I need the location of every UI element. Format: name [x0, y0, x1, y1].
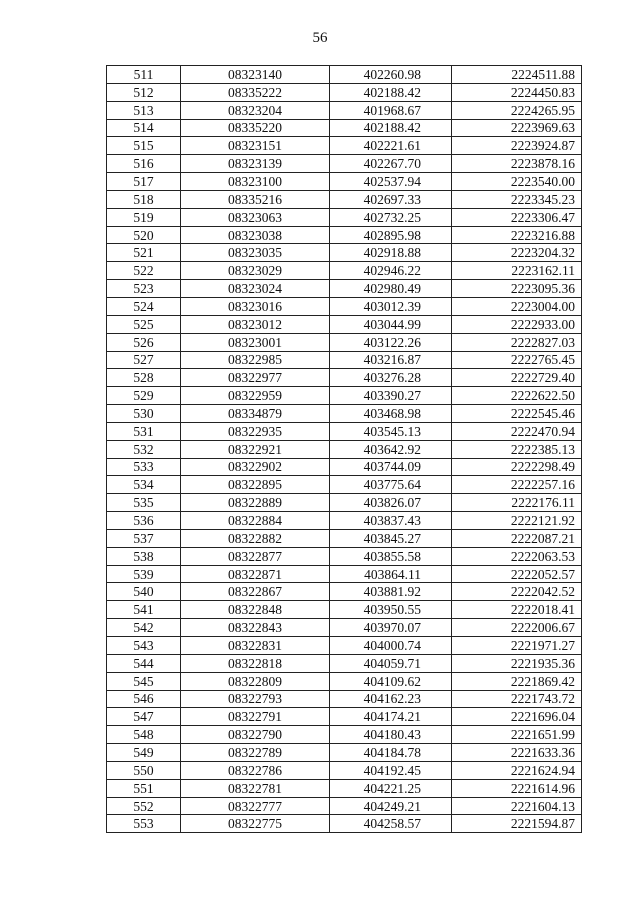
y-coordinate-cell: 2224450.83 — [452, 83, 582, 101]
x-coordinate-cell: 402188.42 — [330, 83, 452, 101]
table-row — [107, 440, 582, 458]
x-coordinate-cell: 403775.64 — [330, 476, 452, 494]
row-number-cell: 542 — [107, 619, 181, 637]
x-coordinate-cell: 404180.43 — [330, 726, 452, 744]
y-coordinate-cell: 2224265.95 — [452, 101, 582, 119]
page-number: 56 — [312, 30, 328, 46]
x-coordinate-cell: 403216.87 — [330, 351, 452, 369]
point-code-cell: 08335216 — [181, 190, 330, 208]
point-code-cell: 08322867 — [181, 583, 330, 601]
point-code-cell: 08322877 — [181, 547, 330, 565]
table-row — [107, 565, 582, 583]
x-coordinate-cell: 404249.21 — [330, 797, 452, 815]
x-coordinate-cell: 402895.98 — [330, 226, 452, 244]
coordinates-table — [106, 65, 582, 833]
table-row — [107, 387, 582, 405]
point-code-cell: 08322781 — [181, 779, 330, 797]
table-row — [107, 583, 582, 601]
point-code-cell: 08323029 — [181, 262, 330, 280]
y-coordinate-cell: 2221594.87 — [452, 815, 582, 833]
y-coordinate-cell: 2223162.11 — [452, 262, 582, 280]
row-number-cell: 529 — [107, 387, 181, 405]
table-row — [107, 190, 582, 208]
y-coordinate-cell: 2223540.00 — [452, 173, 582, 191]
row-number-cell: 530 — [107, 405, 181, 423]
point-code-cell: 08323139 — [181, 155, 330, 173]
point-code-cell: 08323140 — [181, 66, 330, 84]
table-row — [107, 137, 582, 155]
table-row — [107, 315, 582, 333]
y-coordinate-cell: 2221614.96 — [452, 779, 582, 797]
row-number-cell: 532 — [107, 440, 181, 458]
x-coordinate-cell: 404221.25 — [330, 779, 452, 797]
point-code-cell: 08322809 — [181, 672, 330, 690]
point-code-cell: 08322921 — [181, 440, 330, 458]
y-coordinate-cell: 2222470.94 — [452, 422, 582, 440]
point-code-cell: 08323016 — [181, 297, 330, 315]
x-coordinate-cell: 402221.61 — [330, 137, 452, 155]
table-row — [107, 422, 582, 440]
table-row — [107, 280, 582, 298]
y-coordinate-cell: 2221633.36 — [452, 744, 582, 762]
table-row — [107, 601, 582, 619]
x-coordinate-cell: 403855.58 — [330, 547, 452, 565]
point-code-cell: 08322977 — [181, 369, 330, 387]
x-coordinate-cell: 403970.07 — [330, 619, 452, 637]
row-number-cell: 514 — [107, 119, 181, 137]
table-row — [107, 761, 582, 779]
y-coordinate-cell: 2221743.72 — [452, 690, 582, 708]
y-coordinate-cell: 2221604.13 — [452, 797, 582, 815]
table-row — [107, 351, 582, 369]
table-row — [107, 637, 582, 655]
x-coordinate-cell: 403837.43 — [330, 512, 452, 530]
table-row — [107, 262, 582, 280]
row-number-cell: 551 — [107, 779, 181, 797]
point-code-cell: 08323204 — [181, 101, 330, 119]
row-number-cell: 546 — [107, 690, 181, 708]
point-code-cell: 08322791 — [181, 708, 330, 726]
x-coordinate-cell: 404059.71 — [330, 654, 452, 672]
x-coordinate-cell: 404000.74 — [330, 637, 452, 655]
x-coordinate-cell: 402260.98 — [330, 66, 452, 84]
point-code-cell: 08322777 — [181, 797, 330, 815]
row-number-cell: 536 — [107, 512, 181, 530]
y-coordinate-cell: 2222765.45 — [452, 351, 582, 369]
row-number-cell: 534 — [107, 476, 181, 494]
table-row — [107, 619, 582, 637]
x-coordinate-cell: 403276.28 — [330, 369, 452, 387]
row-number-cell: 545 — [107, 672, 181, 690]
table-row — [107, 476, 582, 494]
row-number-cell: 519 — [107, 208, 181, 226]
row-number-cell: 547 — [107, 708, 181, 726]
point-code-cell: 08322959 — [181, 387, 330, 405]
y-coordinate-cell: 2222121.92 — [452, 512, 582, 530]
point-code-cell: 08322884 — [181, 512, 330, 530]
table-row — [107, 369, 582, 387]
point-code-cell: 08335222 — [181, 83, 330, 101]
y-coordinate-cell: 2222729.40 — [452, 369, 582, 387]
x-coordinate-cell: 402537.94 — [330, 173, 452, 191]
row-number-cell: 550 — [107, 761, 181, 779]
x-coordinate-cell: 402980.49 — [330, 280, 452, 298]
table-row — [107, 101, 582, 119]
row-number-cell: 511 — [107, 66, 181, 84]
x-coordinate-cell: 402188.42 — [330, 119, 452, 137]
row-number-cell: 523 — [107, 280, 181, 298]
point-code-cell: 08322775 — [181, 815, 330, 833]
row-number-cell: 549 — [107, 744, 181, 762]
y-coordinate-cell: 2223878.16 — [452, 155, 582, 173]
table-row — [107, 297, 582, 315]
y-coordinate-cell: 2221696.04 — [452, 708, 582, 726]
point-code-cell: 08323012 — [181, 315, 330, 333]
x-coordinate-cell: 402267.70 — [330, 155, 452, 173]
x-coordinate-cell: 403950.55 — [330, 601, 452, 619]
point-code-cell: 08323063 — [181, 208, 330, 226]
point-code-cell: 08334879 — [181, 405, 330, 423]
x-coordinate-cell: 403012.39 — [330, 297, 452, 315]
y-coordinate-cell: 2223216.88 — [452, 226, 582, 244]
table-row — [107, 690, 582, 708]
x-coordinate-cell: 401968.67 — [330, 101, 452, 119]
table-row — [107, 173, 582, 191]
y-coordinate-cell: 2222827.03 — [452, 333, 582, 351]
table-row — [107, 244, 582, 262]
table-row — [107, 512, 582, 530]
table-row — [107, 797, 582, 815]
y-coordinate-cell: 2223004.00 — [452, 297, 582, 315]
table-row — [107, 708, 582, 726]
point-code-cell: 08322871 — [181, 565, 330, 583]
point-code-cell: 08322848 — [181, 601, 330, 619]
row-number-cell: 517 — [107, 173, 181, 191]
y-coordinate-cell: 2222622.50 — [452, 387, 582, 405]
y-coordinate-cell: 2223969.63 — [452, 119, 582, 137]
point-code-cell: 08323024 — [181, 280, 330, 298]
row-number-cell: 515 — [107, 137, 181, 155]
y-coordinate-cell: 2222042.52 — [452, 583, 582, 601]
coordinates-table-body — [107, 66, 582, 833]
y-coordinate-cell: 2222006.67 — [452, 619, 582, 637]
y-coordinate-cell: 2223924.87 — [452, 137, 582, 155]
x-coordinate-cell: 404184.78 — [330, 744, 452, 762]
table-row — [107, 494, 582, 512]
point-code-cell: 08323038 — [181, 226, 330, 244]
y-coordinate-cell: 2221971.27 — [452, 637, 582, 655]
y-coordinate-cell: 2222052.57 — [452, 565, 582, 583]
y-coordinate-cell: 2221624.94 — [452, 761, 582, 779]
row-number-cell: 531 — [107, 422, 181, 440]
table-row — [107, 155, 582, 173]
point-code-cell: 08322793 — [181, 690, 330, 708]
row-number-cell: 516 — [107, 155, 181, 173]
row-number-cell: 522 — [107, 262, 181, 280]
row-number-cell: 535 — [107, 494, 181, 512]
point-code-cell: 08322935 — [181, 422, 330, 440]
x-coordinate-cell: 404162.23 — [330, 690, 452, 708]
point-code-cell: 08323100 — [181, 173, 330, 191]
x-coordinate-cell: 403881.92 — [330, 583, 452, 601]
row-number-cell: 548 — [107, 726, 181, 744]
row-number-cell: 518 — [107, 190, 181, 208]
x-coordinate-cell: 404109.62 — [330, 672, 452, 690]
row-number-cell: 533 — [107, 458, 181, 476]
x-coordinate-cell: 403845.27 — [330, 529, 452, 547]
point-code-cell: 08322789 — [181, 744, 330, 762]
row-number-cell: 528 — [107, 369, 181, 387]
x-coordinate-cell: 403044.99 — [330, 315, 452, 333]
table-row — [107, 726, 582, 744]
table-row — [107, 547, 582, 565]
table-row — [107, 226, 582, 244]
point-code-cell: 08322985 — [181, 351, 330, 369]
x-coordinate-cell: 403744.09 — [330, 458, 452, 476]
point-code-cell: 08323151 — [181, 137, 330, 155]
y-coordinate-cell: 2221651.99 — [452, 726, 582, 744]
point-code-cell: 08322790 — [181, 726, 330, 744]
x-coordinate-cell: 403122.26 — [330, 333, 452, 351]
y-coordinate-cell: 2223095.36 — [452, 280, 582, 298]
y-coordinate-cell: 2221935.36 — [452, 654, 582, 672]
x-coordinate-cell: 403390.27 — [330, 387, 452, 405]
row-number-cell: 527 — [107, 351, 181, 369]
point-code-cell: 08322843 — [181, 619, 330, 637]
row-number-cell: 538 — [107, 547, 181, 565]
row-number-cell: 541 — [107, 601, 181, 619]
y-coordinate-cell: 2222545.46 — [452, 405, 582, 423]
row-number-cell: 537 — [107, 529, 181, 547]
table-row — [107, 529, 582, 547]
y-coordinate-cell: 2222087.21 — [452, 529, 582, 547]
y-coordinate-cell: 2223345.23 — [452, 190, 582, 208]
row-number-cell: 521 — [107, 244, 181, 262]
row-number-cell: 525 — [107, 315, 181, 333]
point-code-cell: 08322818 — [181, 654, 330, 672]
y-coordinate-cell: 2224511.88 — [452, 66, 582, 84]
y-coordinate-cell: 2222018.41 — [452, 601, 582, 619]
x-coordinate-cell: 403826.07 — [330, 494, 452, 512]
row-number-cell: 539 — [107, 565, 181, 583]
y-coordinate-cell: 2222063.53 — [452, 547, 582, 565]
x-coordinate-cell: 404174.21 — [330, 708, 452, 726]
table-row — [107, 779, 582, 797]
y-coordinate-cell: 2223204.32 — [452, 244, 582, 262]
table-row — [107, 333, 582, 351]
point-code-cell: 08323001 — [181, 333, 330, 351]
x-coordinate-cell: 403468.98 — [330, 405, 452, 423]
row-number-cell: 553 — [107, 815, 181, 833]
point-code-cell: 08335220 — [181, 119, 330, 137]
y-coordinate-cell: 2223306.47 — [452, 208, 582, 226]
row-number-cell: 524 — [107, 297, 181, 315]
table-row — [107, 208, 582, 226]
point-code-cell: 08323035 — [181, 244, 330, 262]
y-coordinate-cell: 2222385.13 — [452, 440, 582, 458]
point-code-cell: 08322889 — [181, 494, 330, 512]
x-coordinate-cell: 402697.33 — [330, 190, 452, 208]
y-coordinate-cell: 2222298.49 — [452, 458, 582, 476]
x-coordinate-cell: 403545.13 — [330, 422, 452, 440]
point-code-cell: 08322831 — [181, 637, 330, 655]
x-coordinate-cell: 403864.11 — [330, 565, 452, 583]
row-number-cell: 520 — [107, 226, 181, 244]
x-coordinate-cell: 402918.88 — [330, 244, 452, 262]
table-row — [107, 672, 582, 690]
row-number-cell: 543 — [107, 637, 181, 655]
table-row — [107, 405, 582, 423]
x-coordinate-cell: 402732.25 — [330, 208, 452, 226]
point-code-cell: 08322895 — [181, 476, 330, 494]
table-row — [107, 654, 582, 672]
table-row — [107, 119, 582, 137]
table-row — [107, 66, 582, 84]
x-coordinate-cell: 403642.92 — [330, 440, 452, 458]
row-number-cell: 552 — [107, 797, 181, 815]
row-number-cell: 544 — [107, 654, 181, 672]
row-number-cell: 512 — [107, 83, 181, 101]
x-coordinate-cell: 404258.57 — [330, 815, 452, 833]
table-row — [107, 815, 582, 833]
point-code-cell: 08322902 — [181, 458, 330, 476]
x-coordinate-cell: 404192.45 — [330, 761, 452, 779]
point-code-cell: 08322786 — [181, 761, 330, 779]
row-number-cell: 526 — [107, 333, 181, 351]
table-row — [107, 458, 582, 476]
point-code-cell: 08322882 — [181, 529, 330, 547]
y-coordinate-cell: 2222933.00 — [452, 315, 582, 333]
x-coordinate-cell: 402946.22 — [330, 262, 452, 280]
table-row — [107, 83, 582, 101]
y-coordinate-cell: 2221869.42 — [452, 672, 582, 690]
y-coordinate-cell: 2222176.11 — [452, 494, 582, 512]
row-number-cell: 513 — [107, 101, 181, 119]
table-row — [107, 744, 582, 762]
y-coordinate-cell: 2222257.16 — [452, 476, 582, 494]
row-number-cell: 540 — [107, 583, 181, 601]
